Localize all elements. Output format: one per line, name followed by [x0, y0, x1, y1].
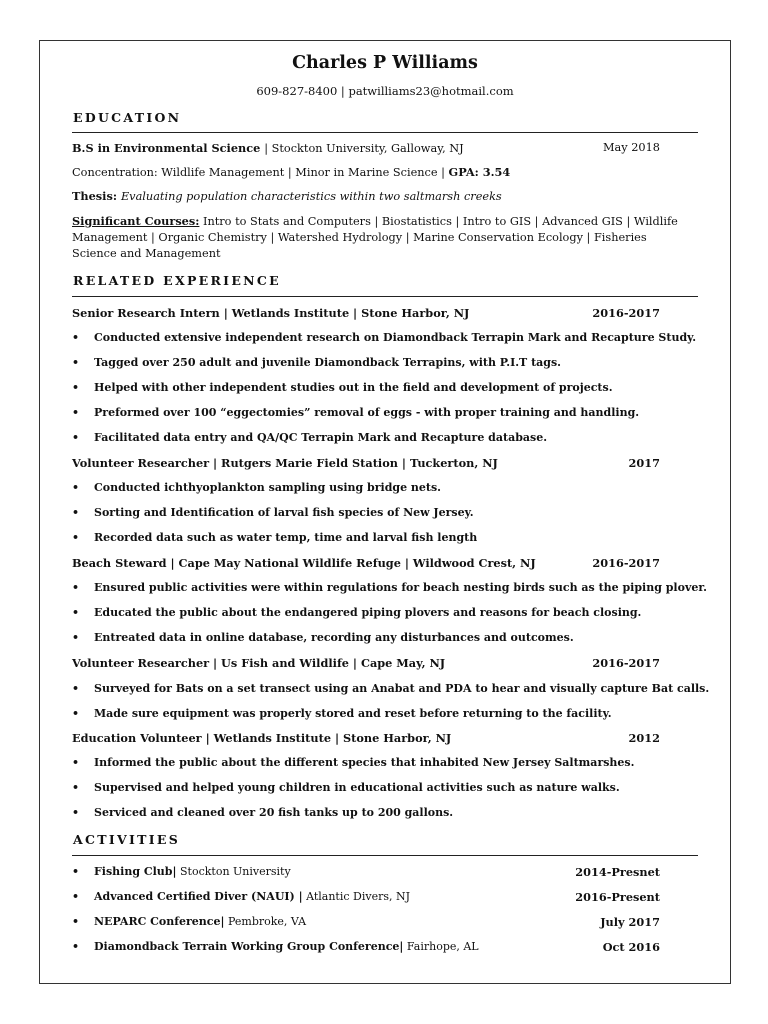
candidate-name: Charles P Williams — [292, 53, 478, 73]
activity-detail: Stockton University — [176, 865, 291, 878]
bullet-icon: • — [72, 781, 80, 794]
courses-block — [72, 213, 682, 262]
job-bullet: Educated the public about the endangered piping plovers and reasons for beach closing. — [94, 606, 642, 619]
activity-detail: Atlantic Divers, NJ — [302, 890, 411, 903]
activity-name: Advanced Certified Diver (NAUI) | — [94, 890, 303, 903]
job-date: 2017 — [628, 456, 660, 470]
school: | Stockton University, Galloway, NJ — [264, 142, 464, 155]
experience-rule — [72, 296, 698, 297]
job-heading: Beach Steward | Cape May National Wildlife Refuge | Wildwood Crest, NJ — [72, 556, 536, 570]
job-date: 2016-2017 — [592, 656, 660, 670]
activity-detail: Pembroke, VA — [224, 915, 307, 928]
contact-line: 609-827-8400 | patwilliams23@hotmail.com — [256, 84, 514, 98]
activity-name: NEPARC Conference| — [94, 915, 225, 928]
activity-name: Fishing Club| — [94, 865, 177, 878]
concentration: Concentration: Wildlife Management | Minor in Marine Science | — [72, 166, 445, 179]
job-bullet: Supervised and helped young children in educational activities such as nature walks. — [94, 781, 620, 794]
bullet-icon: • — [72, 581, 80, 594]
job-bullet: Sorting and Identification of larval fish species of New Jersey. — [94, 506, 474, 519]
gpa: GPA: 3.54 — [448, 165, 511, 179]
activity-item — [94, 890, 410, 903]
activity-date: July 2017 — [600, 915, 660, 929]
activities-rule — [72, 855, 698, 856]
activity-detail: Fairhope, AL — [403, 940, 479, 953]
job-date: 2012 — [628, 731, 660, 745]
job-bullet: Conducted extensive independent research on Diamondback Terrapin Mark and Recapture Study. — [94, 331, 697, 344]
job-heading: Senior Research Intern | Wetlands Institute | Stone Harbor, NJ — [72, 306, 470, 320]
job-heading: Volunteer Researcher | Rutgers Marie Field Station | Tuckerton, NJ — [72, 456, 498, 470]
activity-date: Oct 2016 — [602, 940, 660, 954]
job-bullet: Entreated data in online database, recording any disturbances and outcomes. — [94, 631, 574, 644]
job-bullet: Serviced and cleaned over 20 fish tanks up to 200 gallons. — [94, 806, 454, 819]
courses-list: Intro to Stats and Computers | Biostatistics | Intro to GIS | Advanced GIS | Wildlife Management | Organic Chemistry | Watershed Hydrology | Marine Conservation Ecology | Fisheries Science and Management — [72, 215, 678, 260]
bullet-icon: • — [72, 865, 80, 878]
job-bullet: Ensured public activities were within regulations for beach nesting birds such as the piping plover. — [94, 581, 707, 594]
job-bullet: Facilitated data entry and QA/QC Terrapin Mark and Recapture database. — [94, 431, 548, 444]
job-bullet: Made sure equipment was properly stored and reset before returning to the facility. — [94, 707, 612, 720]
bullet-icon: • — [72, 756, 80, 769]
bullet-icon: • — [72, 940, 80, 953]
bullet-icon: • — [72, 356, 80, 369]
job-bullet: Conducted ichthyoplankton sampling using bridge nets. — [94, 481, 442, 494]
courses-label: Significant Courses: — [72, 214, 200, 228]
bullet-icon: • — [72, 631, 80, 644]
activity-item — [94, 915, 306, 928]
bullet-icon: • — [72, 890, 80, 903]
job-heading: Education Volunteer | Wetlands Institute | Stone Harbor, NJ — [72, 731, 452, 745]
bullet-icon: • — [72, 331, 80, 344]
activity-date: 2016-Present — [575, 890, 660, 904]
resume-page — [39, 40, 731, 984]
job-bullet: Helped with other independent studies out in the field and development of projects. — [94, 381, 613, 394]
education-heading: EDUCATION — [73, 110, 182, 125]
bullet-icon: • — [72, 431, 80, 444]
education-rule — [72, 132, 698, 133]
concentration-line — [72, 165, 510, 179]
job-heading: Volunteer Researcher | Us Fish and Wildlife | Cape May, NJ — [72, 656, 446, 670]
activity-date: 2014-Presnet — [575, 865, 660, 879]
job-bullet: Preformed over 100 “eggectomies” removal of eggs - with proper training and handling. — [94, 406, 640, 419]
job-bullet: Surveyed for Bats on a set transect using an Anabat and PDA to hear and visually capture Bat calls. — [94, 682, 710, 695]
activity-name: Diamondback Terrain Working Group Conference| — [94, 940, 404, 953]
bullet-icon: • — [72, 481, 80, 494]
bullet-icon: • — [72, 915, 80, 928]
experience-heading: RELATED EXPERIENCE — [73, 273, 281, 288]
bullet-icon: • — [72, 806, 80, 819]
bullet-icon: • — [72, 406, 80, 419]
thesis-label: Thesis: — [72, 189, 117, 203]
job-date: 2016-2017 — [592, 306, 660, 320]
bullet-icon: • — [72, 707, 80, 720]
activities-heading: ACTIVITIES — [73, 832, 181, 847]
thesis-title: Evaluating population characteristics within two saltmarsh creeks — [120, 190, 502, 203]
degree-line — [72, 141, 464, 155]
job-bullet: Tagged over 250 adult and juvenile Diamondback Terrapins, with P.I.T tags. — [94, 356, 561, 369]
bullet-icon: • — [72, 381, 80, 394]
thesis-line — [72, 189, 502, 203]
bullet-icon: • — [72, 682, 80, 695]
job-date: 2016-2017 — [592, 556, 660, 570]
bullet-icon: • — [72, 531, 80, 544]
degree: B.S in Environmental Science — [72, 141, 261, 155]
job-bullet: Informed the public about the different species that inhabited New Jersey Saltmarshes. — [94, 756, 635, 769]
bullet-icon: • — [72, 606, 80, 619]
activity-item — [94, 940, 479, 953]
activity-item — [94, 865, 291, 878]
job-bullet: Recorded data such as water temp, time and larval fish length — [94, 531, 478, 544]
bullet-icon: • — [72, 506, 80, 519]
degree-date: May 2018 — [602, 141, 660, 154]
